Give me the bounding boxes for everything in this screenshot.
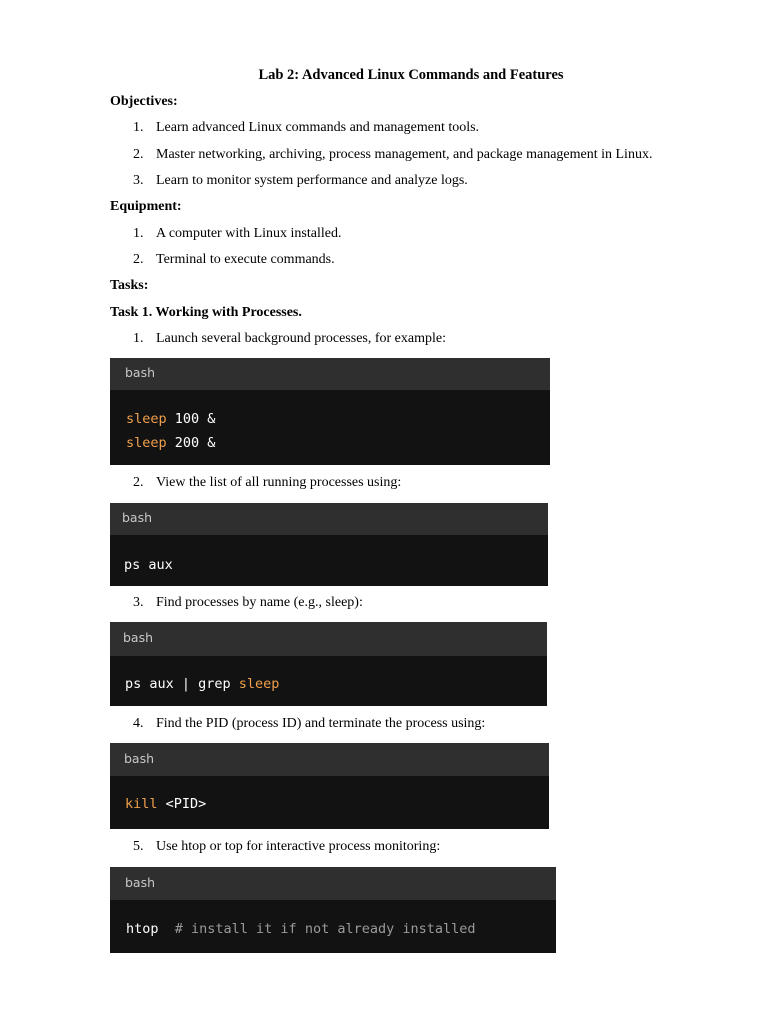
list-item-number: 2. <box>133 147 144 162</box>
code-keyword: sleep <box>126 411 167 427</box>
step-text: Launch several background processes, for example: <box>156 331 446 346</box>
code-content <box>110 390 550 455</box>
list-item-number: 2. <box>133 252 144 267</box>
code-block <box>110 622 547 706</box>
step-text: Find processes by name (e.g., sleep): <box>156 595 363 610</box>
step-text: Find the PID (process ID) and terminate the process using: <box>156 716 486 731</box>
code-content <box>110 900 556 941</box>
code-content <box>110 656 547 696</box>
page-title: Lab 2: Advanced Linux Commands and Features <box>258 67 564 83</box>
code-token: htop <box>126 921 159 937</box>
code-line <box>126 431 550 455</box>
objective-item: Learn to monitor system performance and analyze logs. <box>156 173 468 188</box>
code-line <box>125 792 549 816</box>
code-block <box>110 503 548 586</box>
step-number: 2. <box>133 475 144 490</box>
code-token: 100 & <box>166 411 216 427</box>
code-keyword: sleep <box>126 435 167 451</box>
list-item-number: 1. <box>133 226 144 241</box>
equipment-item: A computer with Linux installed. <box>156 226 342 241</box>
code-block <box>110 743 549 829</box>
code-token: ps aux | grep <box>125 676 239 692</box>
code-token: ps aux <box>124 557 173 573</box>
list-item-number: 1. <box>133 120 144 135</box>
code-line <box>126 407 550 431</box>
code-keyword: kill <box>125 796 158 812</box>
code-content <box>110 535 548 577</box>
list-item-number: 3. <box>133 173 144 188</box>
code-token: <PID> <box>157 796 207 812</box>
code-language-label: bash <box>110 622 547 656</box>
code-language-label: bash <box>110 867 556 900</box>
code-line <box>126 917 556 941</box>
tasks-heading: Tasks: <box>110 278 149 293</box>
objectives-heading: Objectives: <box>110 94 178 109</box>
code-language-label: bash <box>110 503 548 535</box>
step-text: View the list of all running processes using: <box>156 475 402 490</box>
code-block <box>110 358 550 465</box>
step-number: 4. <box>133 716 144 731</box>
objective-item: Learn advanced Linux commands and management tools. <box>156 120 480 135</box>
equipment-item: Terminal to execute commands. <box>156 252 335 267</box>
code-language-label: bash <box>110 358 550 390</box>
step-number: 5. <box>133 839 144 854</box>
code-token: 200 & <box>166 435 216 451</box>
equipment-heading: Equipment: <box>110 199 182 214</box>
objective-item: Master networking, archiving, process management, and package management in Linux. <box>156 147 653 162</box>
code-block <box>110 867 556 953</box>
code-comment: # install it if not already installed <box>158 921 476 937</box>
code-keyword: sleep <box>238 676 280 692</box>
step-number: 1. <box>133 331 144 346</box>
step-text: Use htop or top for interactive process monitoring: <box>156 839 441 854</box>
code-content <box>110 776 549 816</box>
code-line <box>125 672 547 696</box>
code-line <box>124 553 548 577</box>
step-number: 3. <box>133 595 144 610</box>
task1-heading: Task 1. Working with Processes. <box>110 305 302 320</box>
code-language-label: bash <box>110 743 549 776</box>
